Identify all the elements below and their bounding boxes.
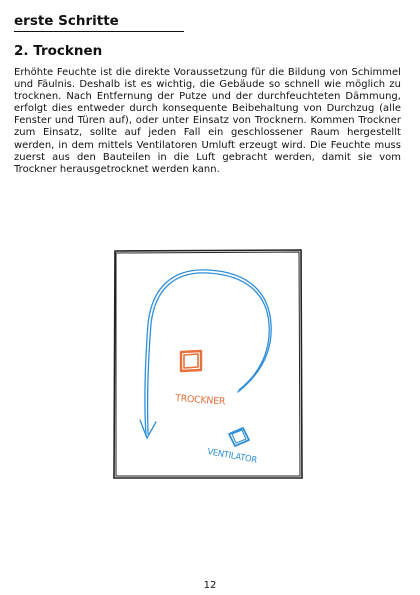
ventilator-label: VENTILATOR [206, 447, 258, 466]
room-sketch [108, 244, 308, 484]
airflow-arrow [140, 270, 271, 438]
section-header: erste Schritte [14, 12, 184, 32]
trockner-icon [181, 351, 201, 371]
room-outline [114, 250, 302, 478]
body-paragraph: Erhöhte Feuchte ist die direkte Voraussetzung für die Bildung von Schimmel und Fäulnis. Deshalb ist es wichtig, die Gebäude so schnell wie möglich zu trocknen. Nach Entfernung der Putze und der durchfeuchteten Dämmung, erfolgt dies entweder durch konsequente Beibehaltung von Durchzug (alle Fenster und Türen auf), oder unter Einsatz von Trocknern. Kommen Trockner zum Einsatz, sollte auf jeden Fall ein geschlossener Raum hergestellt werden, in dem mittels Ventilatoren Umluft erzeugt wird. Die Feuchte muss zuerst aus den Bauteilen in die Luft gebracht werden, damit sie vom Trockner herausgetrocknet werden kann. [14, 67, 401, 175]
trockner-label: TROCKNER [174, 393, 226, 408]
chapter-title: 2. Trocknen [14, 43, 103, 59]
page-number: 12 [203, 580, 217, 591]
ventilator-icon [229, 428, 249, 446]
